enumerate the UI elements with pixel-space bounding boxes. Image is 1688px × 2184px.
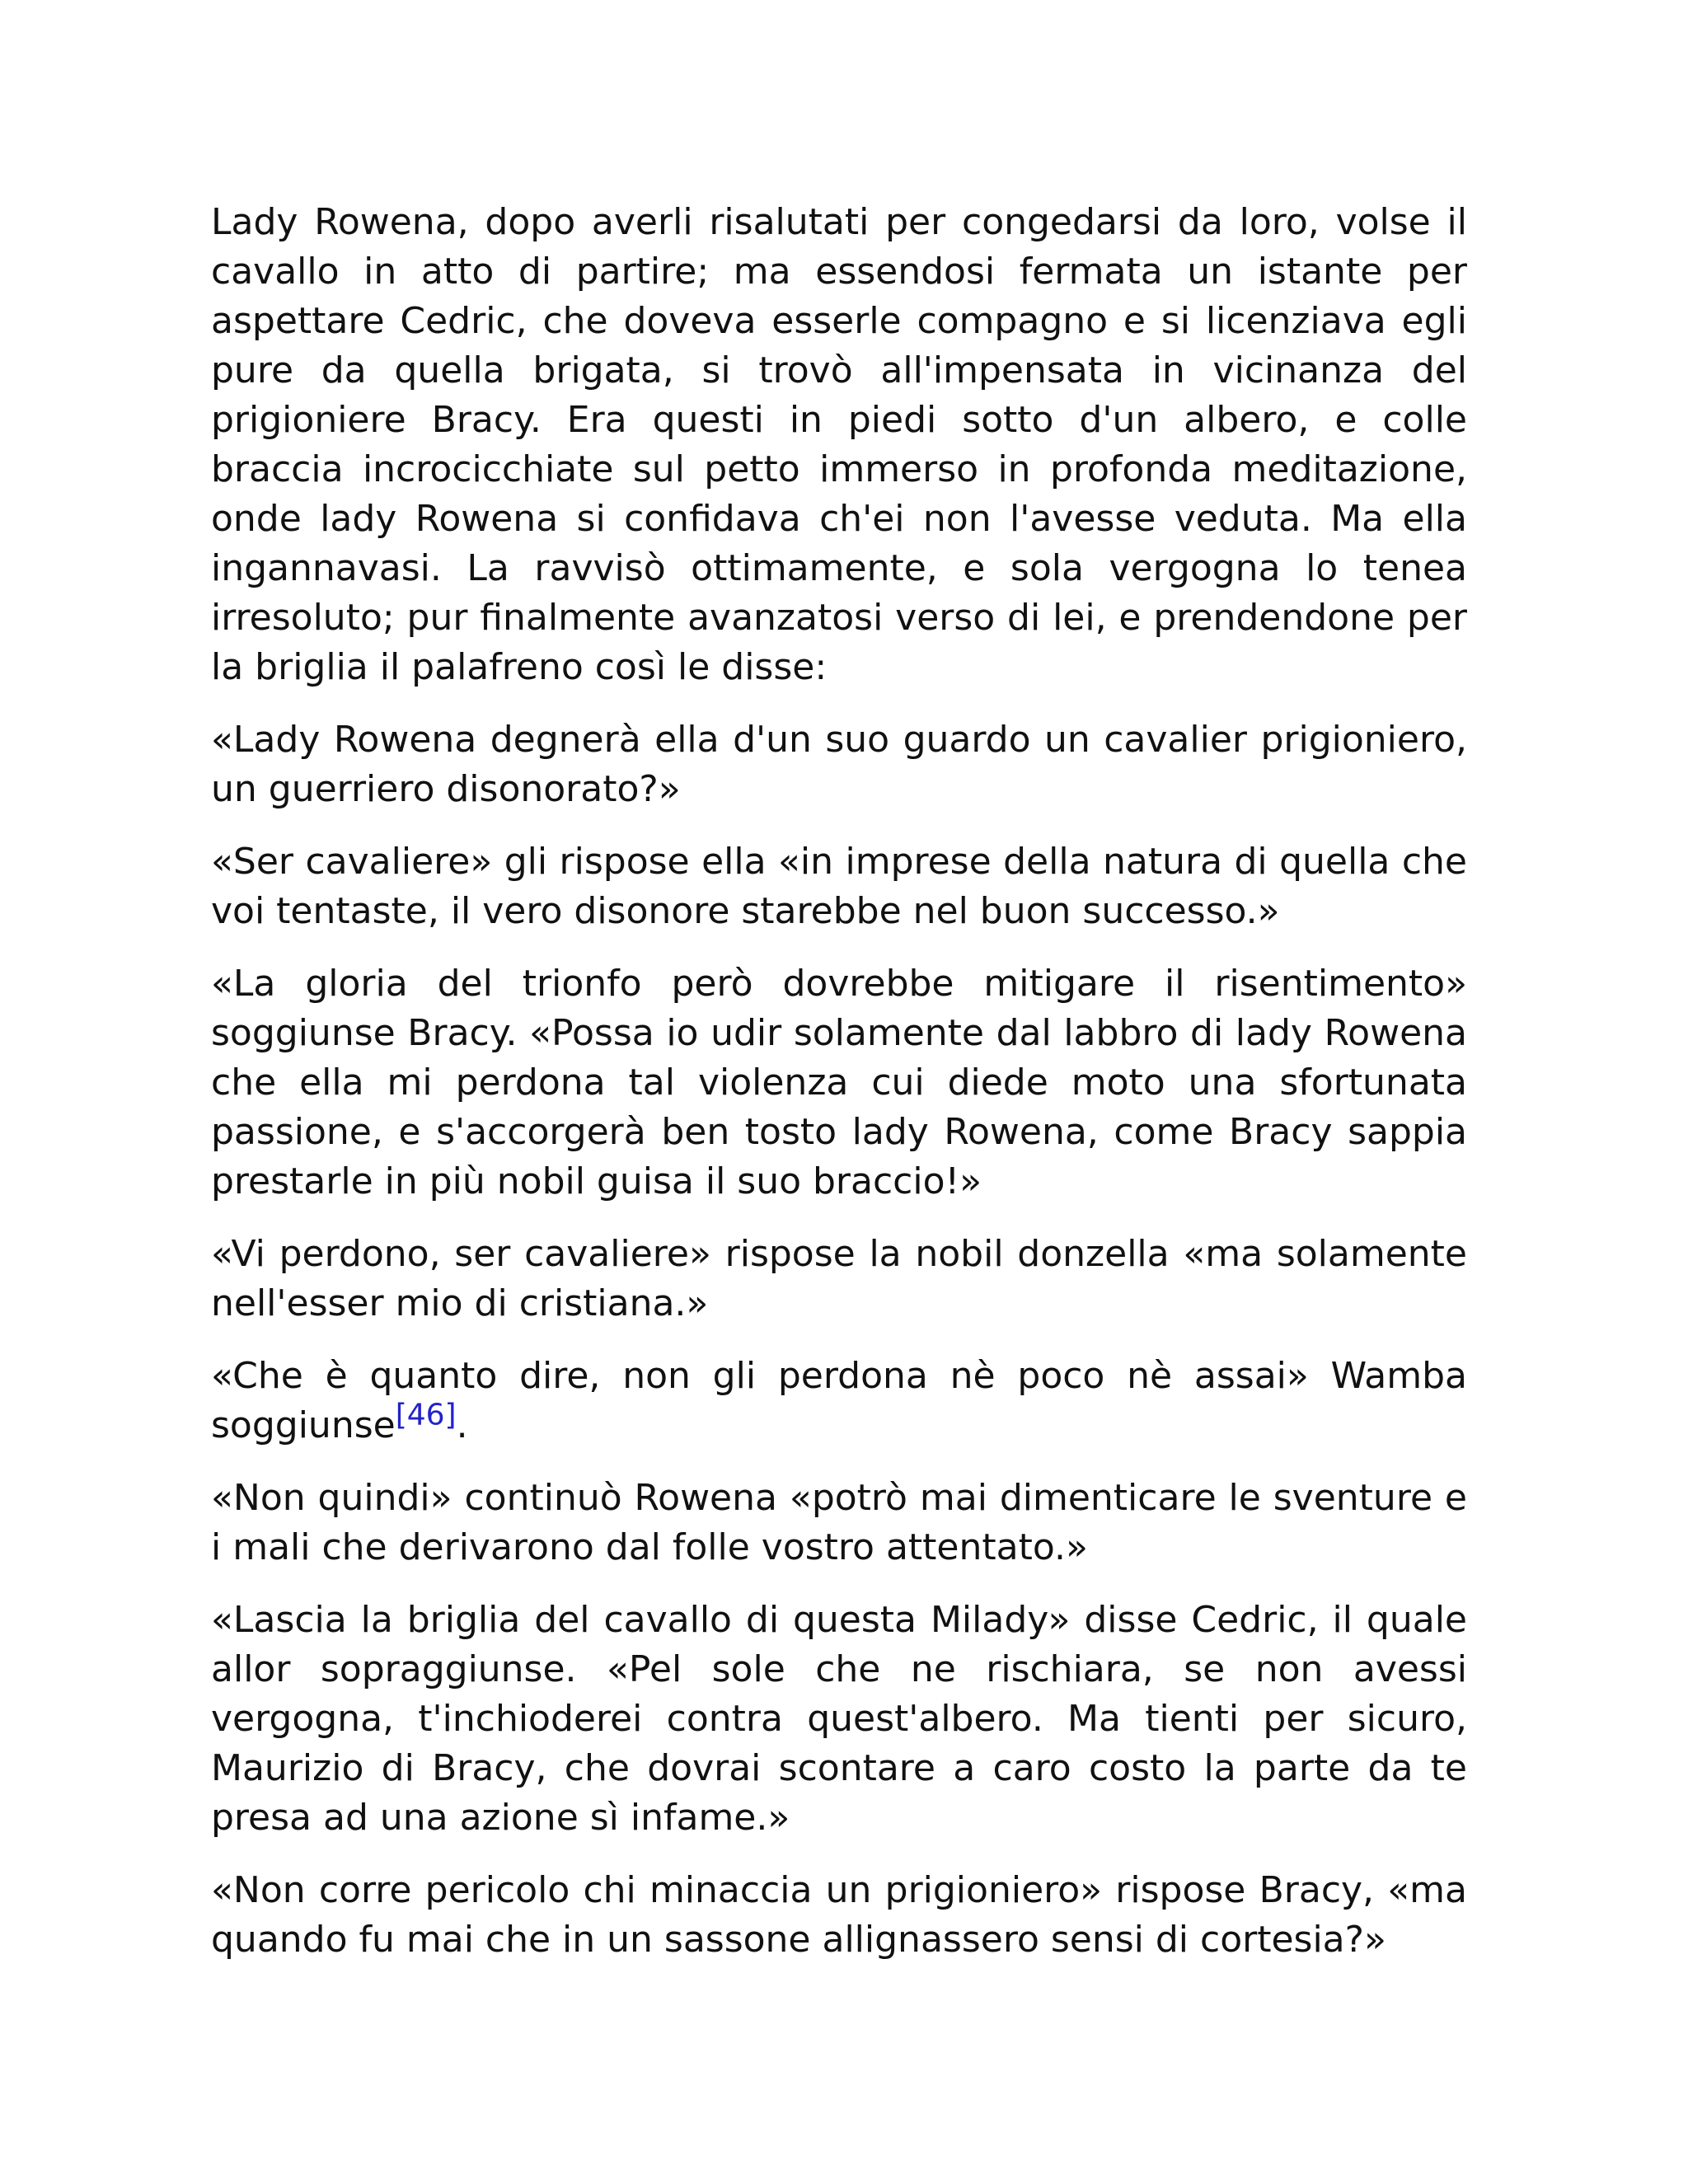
wamba-text: «Che è quanto dire, non gli perdona nè poco nè assai» Wamba soggiunse	[211, 1355, 1467, 1446]
paragraph-rowena-forgive: «Vi perdono, ser cavaliere» rispose la nobil donzella «ma solamente nell'esser mio di cristiana.»	[211, 1233, 1467, 1324]
paragraph-rowena-never-forget: «Non quindi» continuò Rowena «potrò mai dimenticare le sventure e i mali che derivarono dal folle vostro attentato.»	[211, 1477, 1467, 1568]
paragraph-rowena-reply: «Ser cavaliere» gli rispose ella «in imprese della natura di quella che voi tentaste, il vero disonore starebbe nel buon successo.»	[211, 841, 1467, 932]
paragraph-bracy-glory: «La gloria del trionfo però dovrebbe mitigare il risentimento» soggiunse Bracy. «Possa io udir solamente dal labbro di lady Rowena che ella mi perdona tal violenza cui diede moto una sfortunata passione, e s'accorgerà ben tosto lady Rowena, come Bracy sappia prestarle in più nobil guisa il suo braccio!»	[211, 963, 1467, 1202]
paragraph-cedric-threat: «Lascia la briglia del cavallo di questa Milady» disse Cedric, il quale allor sopraggiunse. «Pel sole che ne rischiara, se non avessi vergogna, t'inchioderei contra quest'albero. Ma tienti per sicuro, Maurizio di Bracy, che dovrai scontare a caro costo la parte da te presa ad una azione sì infame.»	[211, 1599, 1467, 1839]
wamba-tail: .	[456, 1404, 468, 1446]
document-page	[211, 198, 1467, 1988]
paragraph-bracy-final: «Non corre pericolo chi minaccia un prigioniero» rispose Bracy, «ma quando fu mai che in un sassone allignassero sensi di cortesia?»	[211, 1869, 1467, 1961]
paragraph-wamba	[211, 1352, 1467, 1451]
footnote-link[interactable]: [46]	[395, 1398, 457, 1432]
paragraph-rowena-departure: Lady Rowena, dopo averli risalutati per congedarsi da loro, volse il cavallo in atto di partire; ma essendosi fermata un istante per aspettare Cedric, che doveva esserle compagno e si licenziava egli pure da quella brigata, si trovò all'impensata in vicinanza del prigioniere Bracy. Era questi in piedi sotto d'un albero, e colle braccia incrocicchiate sul petto immerso in profonda meditazione, onde lady Rowena si confidava ch'ei non l'avesse veduta. Ma ella ingannavasi. La ravvisò ottimamente, e sola vergogna lo tenea irresoluto; pur finalmente avanzatosi verso di lei, e prendendone per la briglia il palafreno così le disse:	[211, 201, 1467, 688]
paragraph-bracy-plea: «Lady Rowena degnerà ella d'un suo guardo un cavalier prigioniero, un guerriero disonorato?»	[211, 719, 1467, 810]
